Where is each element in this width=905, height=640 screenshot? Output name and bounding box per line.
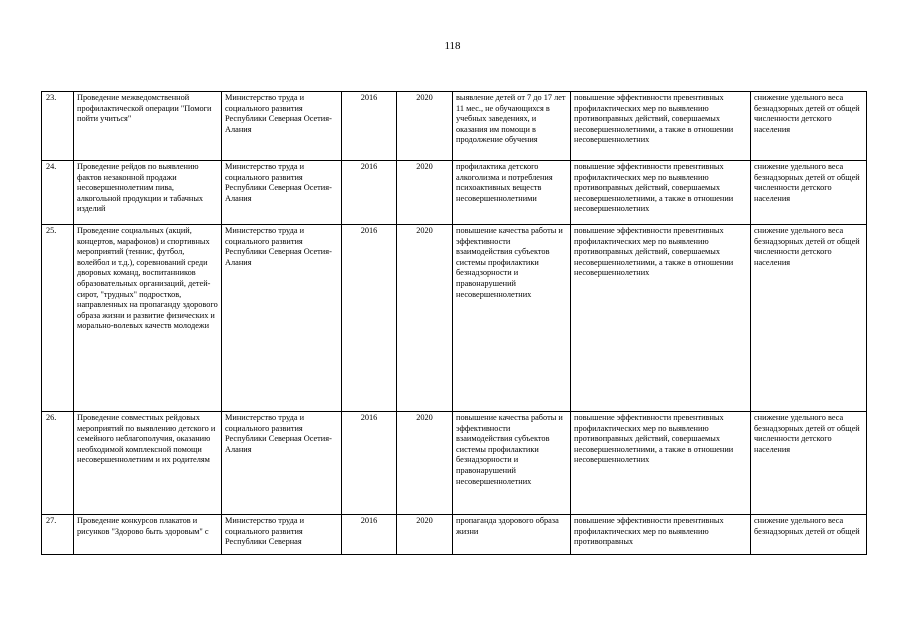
result-cell: повышение эффективности превентивных профилактических мер по выявлению противоправных xyxy=(571,515,751,555)
result-cell: повышение эффективности превентивных профилактических мер по выявлению противоправных действий, совершаемых несовершеннолетними, а также в отношении несовершеннолетних xyxy=(571,92,751,161)
start-year-cell: 2016 xyxy=(342,412,397,515)
executor-cell: Министерство труда и социального развития Республики Северная Осетия-Алания xyxy=(222,92,342,161)
event-cell: Проведение рейдов по выявлению фактов незаконной продажи несовершеннолетним пива, алкогольной продукции и табачных изделий xyxy=(74,161,222,225)
executor-cell: Министерство труда и социального развития Республики Северная xyxy=(222,515,342,555)
table-row xyxy=(42,225,867,412)
executor-cell: Министерство труда и социального развития Республики Северная Осетия-Алания xyxy=(222,225,342,412)
task-cell: повышение качества работы и эффективности взаимодействия субъектов системы профилактики безнадзорности и правонарушений несовершеннолетних xyxy=(453,412,571,515)
indicator-cell: снижение удельного веса безнадзорных детей от общей численности детского населения xyxy=(751,225,867,412)
result-cell: повышение эффективности превентивных профилактических мер по выявлению противоправных действий, совершаемых несовершеннолетними, а также в отношении несовершеннолетних xyxy=(571,225,751,412)
end-year-cell: 2020 xyxy=(397,92,453,161)
table-row xyxy=(42,412,867,515)
indicator-cell: снижение удельного веса безнадзорных детей от общей xyxy=(751,515,867,555)
row-number: 25. xyxy=(42,225,74,412)
row-number: 24. xyxy=(42,161,74,225)
table-row xyxy=(42,92,867,161)
event-cell: Проведение социальных (акций, концертов, марафонов) и спортивных мероприятий (теннис, футбол, волейбол и т.д.), соревнований среди дворовых команд, воспитанников образовательных организаций, детей-сирот, "трудных" подростков, направленных на пропаганду здорового образа жизни и развитие физических и морально-волевых качеств молодежи xyxy=(74,225,222,412)
task-cell: пропаганда здорового образа жизни xyxy=(453,515,571,555)
indicator-cell: снижение удельного веса безнадзорных детей от общей численности детского населения xyxy=(751,161,867,225)
event-cell: Проведение совместных рейдовых мероприятий по выявлению детского и семейного неблагополучия, оказанию необходимой комплексной помощи несовершеннолетним и их родителям xyxy=(74,412,222,515)
executor-cell: Министерство труда и социального развития Республики Северная Осетия-Алания xyxy=(222,161,342,225)
executor-cell: Министерство труда и социального развития Республики Северная Осетия-Алания xyxy=(222,412,342,515)
row-number: 26. xyxy=(42,412,74,515)
table-row xyxy=(42,515,867,555)
end-year-cell: 2020 xyxy=(397,515,453,555)
end-year-cell: 2020 xyxy=(397,225,453,412)
start-year-cell: 2016 xyxy=(342,92,397,161)
event-cell: Проведение межведомственной профилактической операции "Помоги пойти учиться" xyxy=(74,92,222,161)
page-number: 118 xyxy=(444,40,461,52)
start-year-cell: 2016 xyxy=(342,161,397,225)
task-cell: профилактика детского алкоголизма и потребления психоактивных веществ несовершеннолетними xyxy=(453,161,571,225)
measures-table xyxy=(41,91,867,555)
task-cell: выявление детей от 7 до 17 лет 11 мес., не обучающихся в учебных заведениях, и оказания им помощи в продолжение обучения xyxy=(453,92,571,161)
end-year-cell: 2020 xyxy=(397,161,453,225)
end-year-cell: 2020 xyxy=(397,412,453,515)
indicator-cell: снижение удельного веса безнадзорных детей от общей численности детского населения xyxy=(751,412,867,515)
event-cell: Проведение конкурсов плакатов и рисунков "Здорово быть здоровым" с xyxy=(74,515,222,555)
result-cell: повышение эффективности превентивных профилактических мер по выявлению противоправных действий, совершаемых несовершеннолетними, а также в отношении несовершеннолетних xyxy=(571,412,751,515)
task-cell: повышение качества работы и эффективности взаимодействия субъектов системы профилактики безнадзорности и правонарушений несовершеннолетних xyxy=(453,225,571,412)
row-number: 23. xyxy=(42,92,74,161)
start-year-cell: 2016 xyxy=(342,225,397,412)
table-row xyxy=(42,161,867,225)
indicator-cell: снижение удельного веса безнадзорных детей от общей численности детского населения xyxy=(751,92,867,161)
start-year-cell: 2016 xyxy=(342,515,397,555)
result-cell: повышение эффективности превентивных профилактических мер по выявлению противоправных действий, совершаемых несовершеннолетними, а также в отношении несовершеннолетних xyxy=(571,161,751,225)
row-number: 27. xyxy=(42,515,74,555)
